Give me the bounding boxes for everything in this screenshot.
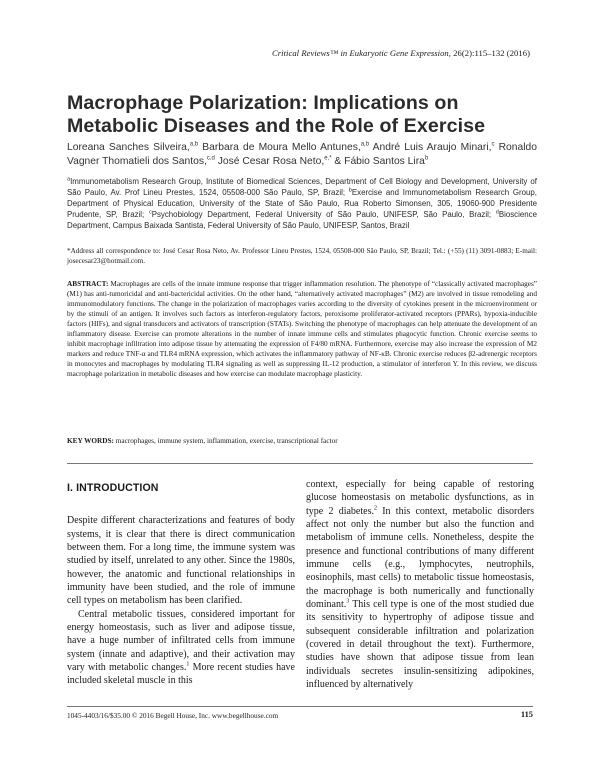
affiliation: $^c$Psychobiology Department, Federal University of São Paulo, UNIFESP, São Paulo, Brazil; [148,209,496,219]
keywords-text: macrophages, immune system, inflammation, exercise, transcriptional factor [113,437,338,445]
correspondence-note: *Address all correspondence to: José Cesar Rosa Neto, Av. Professor Lineu Prestes, 1524, 05508-000 São Paulo, SP, Brazil; Tel.: (+55) (11) 3091-0883; E-mail: josecesar23@hotmail.com. [67,247,537,265]
divider [67,706,533,707]
abstract-text: Macrophages are cells of the innate immune response that trigger inflammation resolution. The phenotype of “classically activated macrophages” (M1) has anti-tumoricidal and anti-bactericidal activities. On the other hand, “alternatively activated macrophages” (M2) are involved in tissue remodeling and immunomodulatory functions. The change in the polarization of macrophages varies according to the diversity of cytokines present in the microenvironment or by the stimuli of an antigen. It involves such factors as interferon-regulatory factors, peroxisome proliferator-activated receptors (PPARs), hypoxia-inducible factors (HIFs), and signal transducers and activators of transcription (STATs). Switching the phenotype of macrophages can help attenuate the development of an inflammatory disease. Exercise can promote alterations in the number of innate immune cells and stimulates phagocytic function. Chronic exercise seems to inhibit macrophage infiltration into adipose tissue by attenuating the expression of F4/80 mRNA. Furthermore, exercise may also increase the expression of M2 markers and reduce TNF-α and TLR4 mRNA expression, which activates the inflammatory pathway of NF-κB. Chronic exercise reduces β2-adrenergic receptors in monocytes and macrophages by modulating TLR4 signaling as well as suppressing IL-12 production, a stimulator of interferon Y. In this review, we discuss macrophage polarization in metabolic diseases and how exercise can modulate macrophage plasticity. [67,280,537,379]
divider [67,463,533,464]
citation-ref: 3 [346,598,350,605]
paragraph: Central metabolic tissues, considered important for energy homeostasis, such as liver and adipose tissue, have a huge number of infiltrated cells from immune system (innate and adaptive), and their activation may vary with metabolic changes.$^1$ More recent studies have included skeletal muscle in this [67,608,295,687]
paragraph: Despite different characterizations and features of body systems, it is clear that there is direct communication between them. For a long time, the immune system was studied by itself, unrelated to any other. Since the 1980s, however, the anatomic and functional relationships in immunity have been studied, and the role of immune cell types on metabolism has been clarified. [67,515,295,607]
page-number: 115 [520,710,533,719]
author: José Cesar Rosa Neto,$^{e,*}$ [217,155,332,168]
keywords [67,436,537,446]
body-column-right [306,478,534,692]
author: Ronaldo Vagner Thomatieli dos Santos,$^{c,d}$ [67,142,537,168]
footer-copyright: 1045-4403/16/$35.00 © 2016 Begell House, Inc. www.begellhouse.com [67,711,279,720]
journal-issue: , 26(2):115–132 (2016) [448,48,530,58]
author-list [67,141,537,169]
affiliations [67,177,537,232]
abstract-label: ABSTRACT: [67,280,109,288]
paragraph: context, especially for being capable of restoring glucose homeostasis on metabolic dysfunctions, as in type 2 diabetes.$^2$ In this context, metabolic disorders affect not only the number but also the function and metabolism of immune cells. Nonetheless, despite the presence and functional contributions of many different immune cells (e.g., lymphocytes, neutrophils, eosinophils, mast cells) to metabolic tissue homeostasis, the macrophage is both numerically and functionally dominant.$^3$ This cell type is one of the most studied due its sensitivity to hypertrophy of adipose tissue and subsequent considerable infiltration and polarization (covered in detail throughout the text). Furthermore, studies have shown that adipose tissue from lean individuals secretes insulin-sensitizing adipokines, influenced by alternatively [306,479,534,691]
author: Barbara de Moura Mello Antunes,$^{a,b}$ [202,141,370,153]
body-column-left [67,478,295,688]
affiliation: $^a$Immunometabolism Research Group, Institute of Biomedical Sciences, Department of Cell Biology and Development, University of São Paulo, Av. Prof Lineu Prestes, 1524, 05508-000 São Paulo, SP, Brazil; [67,176,537,197]
affiliation: $^d$Bioscience Department, Campus Baixada Santista, Federal University of São Paulo, UNIFESP, Santos, Brazil [67,209,537,230]
affiliation: $^b$Exercise and Immunometabolism Research Group, Department of Physical Education, University of the State of São Paulo, Rua Roberto Simonsen, 305, 19060-900 Presidente Prudente, SP, Brazil; [67,187,537,219]
journal-name: Critical Reviews™ in Eukaryotic Gene Expression [271,48,449,58]
author: & Fábio Santos Lira$^b$ [334,155,429,168]
author: André Luis Araujo Minari,$^c$ [372,141,495,153]
keywords-label: KEY WORDS: [67,437,114,445]
article-title: Macrophage Polarization: Implications on Metabolic Diseases and the Role of Exercise [67,92,486,137]
citation-ref: 1 [186,661,190,668]
citation-ref: 2 [373,505,377,512]
running-head [272,48,530,58]
author: Loreana Sanches Silveira,$^{a,b}$ [67,141,199,153]
abstract [67,279,537,379]
section-heading: I. INTRODUCTION [67,482,159,494]
